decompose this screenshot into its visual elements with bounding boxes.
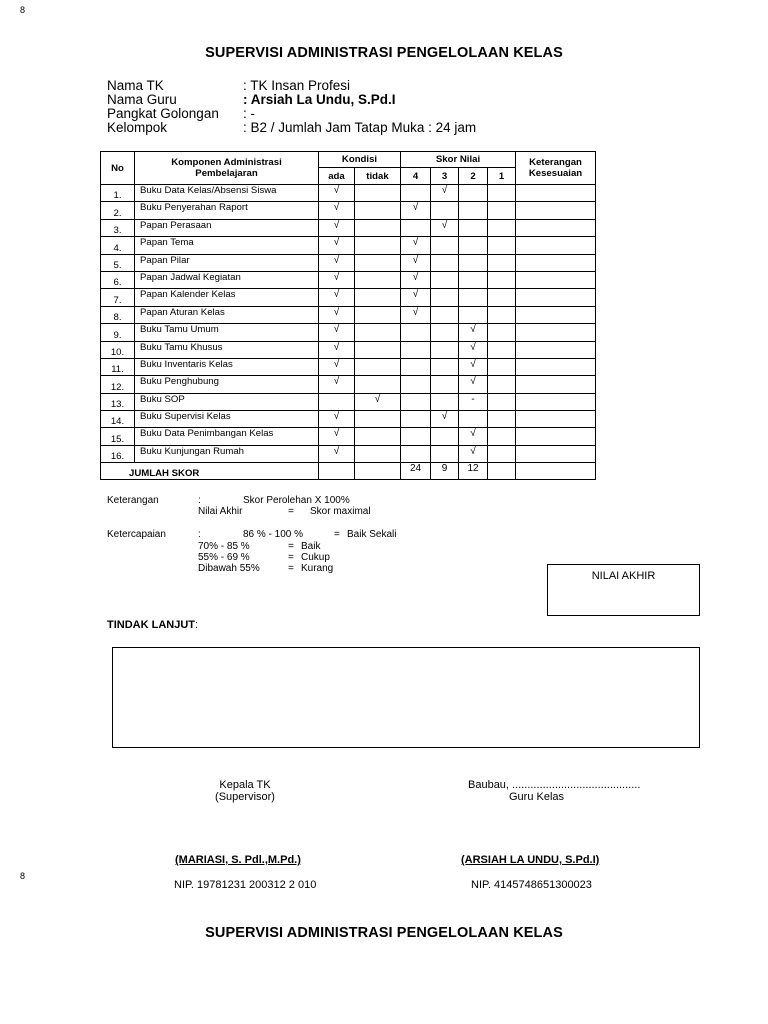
ketercapaian-label: Ketercapaian xyxy=(107,529,166,540)
header-kondisi: Kondisi xyxy=(319,152,401,168)
total-score-1 xyxy=(488,463,516,480)
supervisor-role-line2: (Supervisor) xyxy=(215,791,275,803)
header-keterangan: Keterangan Kesesuaian xyxy=(516,152,596,185)
formula-denominator: Skor maximal xyxy=(310,506,371,517)
kondisi-tidak xyxy=(355,219,401,236)
teacher-role: Guru Kelas xyxy=(509,791,565,803)
total-ada xyxy=(319,463,355,480)
component-name: Buku Kunjungan Rumah xyxy=(135,445,319,462)
row-number: 5. xyxy=(101,254,135,271)
kondisi-tidak: √ xyxy=(355,393,401,410)
score-3 xyxy=(431,324,459,341)
kondisi-tidak xyxy=(355,445,401,462)
table-row xyxy=(101,306,596,323)
component-name: Buku Data Kelas/Absensi Siswa xyxy=(135,185,319,202)
table-row xyxy=(101,376,596,393)
header-no: No xyxy=(101,152,135,185)
score-1 xyxy=(488,271,516,288)
supervisor-name: (MARIASI, S. Pdl.,M.Pd.) xyxy=(175,854,301,866)
score-3 xyxy=(431,289,459,306)
score-2: - xyxy=(459,393,488,410)
keterangan-colon: : xyxy=(198,495,201,506)
kondisi-tidak xyxy=(355,358,401,375)
score-3: √ xyxy=(431,219,459,236)
identity-value: : TK Insan Profesi xyxy=(243,78,351,93)
header-component: Komponen Administrasi Pembelajaran xyxy=(135,152,319,185)
component-name: Buku Tamu Umum xyxy=(135,324,319,341)
range-grade: Baik xyxy=(301,541,321,552)
kondisi-ada: √ xyxy=(319,254,355,271)
range-grade: Kurang xyxy=(301,563,334,574)
score-1 xyxy=(488,306,516,323)
score-1 xyxy=(488,341,516,358)
kondisi-ada: √ xyxy=(319,341,355,358)
kondisi-tidak xyxy=(355,411,401,428)
table-body xyxy=(101,185,596,463)
kondisi-ada: √ xyxy=(319,445,355,462)
page-mark-top: 8 xyxy=(20,5,26,15)
score-4 xyxy=(401,445,431,462)
header-tidak: tidak xyxy=(355,168,401,185)
score-4: √ xyxy=(401,202,431,219)
supervisor-nip: NIP. 19781231 200312 2 010 xyxy=(174,879,317,891)
range-grade: Cukup xyxy=(301,552,330,563)
score-4: √ xyxy=(401,289,431,306)
kondisi-ada: √ xyxy=(319,271,355,288)
score-1 xyxy=(488,428,516,445)
formula-left: Nilai Akhir xyxy=(198,506,243,517)
score-2 xyxy=(459,237,488,254)
range-value: Dibawah 55% xyxy=(198,563,260,574)
row-number: 14. xyxy=(101,411,135,428)
keterangan-cell xyxy=(516,306,596,323)
component-name: Buku Penyerahan Raport xyxy=(135,202,319,219)
keterangan-cell xyxy=(516,237,596,254)
next-page-title: SUPERVISI ADMINISTRASI PENGELOLAAN KELAS xyxy=(205,925,563,941)
total-tidak xyxy=(355,463,401,480)
identity-value: : Arsiah La Undu, S.Pd.I xyxy=(243,92,396,107)
score-3: √ xyxy=(431,411,459,428)
score-4 xyxy=(401,358,431,375)
kondisi-tidak xyxy=(355,428,401,445)
score-3 xyxy=(431,254,459,271)
nilai-akhir-label: NILAI AKHIR xyxy=(591,570,656,582)
table-row xyxy=(101,254,596,271)
total-score-3: 9 xyxy=(431,463,459,480)
range-value: 70% - 85 % xyxy=(198,541,250,552)
score-2 xyxy=(459,254,488,271)
score-2: √ xyxy=(459,376,488,393)
range-grade: Baik Sekali xyxy=(347,529,397,540)
administration-table xyxy=(100,151,596,480)
header-ada: ada xyxy=(319,168,355,185)
keterangan-cell xyxy=(516,324,596,341)
keterangan-cell xyxy=(516,219,596,236)
row-number: 4. xyxy=(101,237,135,254)
score-3 xyxy=(431,358,459,375)
header-score-2: 2 xyxy=(459,168,488,185)
keterangan-cell xyxy=(516,185,596,202)
kondisi-tidak xyxy=(355,237,401,254)
kondisi-ada: √ xyxy=(319,306,355,323)
component-name: Papan Kalender Kelas xyxy=(135,289,319,306)
keterangan-cell xyxy=(516,411,596,428)
score-2: √ xyxy=(459,445,488,462)
component-name: Buku Tamu Khusus xyxy=(135,341,319,358)
kondisi-ada: √ xyxy=(319,202,355,219)
score-1 xyxy=(488,393,516,410)
supervisor-role-line1: Kepala TK xyxy=(219,779,271,791)
component-name: Buku Inventaris Kelas xyxy=(135,358,319,375)
score-3 xyxy=(431,445,459,462)
identity-label: Nama Guru xyxy=(107,92,177,107)
teacher-date-place: Baubau, .......................................... xyxy=(468,779,641,791)
score-3 xyxy=(431,271,459,288)
keterangan-cell xyxy=(516,341,596,358)
keterangan-cell xyxy=(516,202,596,219)
table-row xyxy=(101,393,596,410)
row-number: 16. xyxy=(101,445,135,462)
kondisi-tidak xyxy=(355,324,401,341)
row-number: 10. xyxy=(101,341,135,358)
identity-value: : - xyxy=(243,106,255,121)
keterangan-cell xyxy=(516,445,596,462)
score-1 xyxy=(488,411,516,428)
row-number: 8. xyxy=(101,306,135,323)
range-value: 86 % - 100 % xyxy=(243,529,304,540)
table-row xyxy=(101,445,596,462)
kondisi-tidak xyxy=(355,376,401,393)
row-number: 3. xyxy=(101,219,135,236)
kondisi-ada: √ xyxy=(319,219,355,236)
score-2: √ xyxy=(459,341,488,358)
range-equals: = xyxy=(334,529,340,540)
table-row xyxy=(101,428,596,445)
score-4 xyxy=(401,393,431,410)
keterangan-cell xyxy=(516,376,596,393)
kondisi-tidak xyxy=(355,306,401,323)
header-score-3: 3 xyxy=(431,168,459,185)
score-2 xyxy=(459,411,488,428)
row-number: 1. xyxy=(101,185,135,202)
range-equals: = xyxy=(288,563,294,574)
total-row xyxy=(101,463,596,480)
table-row xyxy=(101,237,596,254)
supervisor-role xyxy=(190,779,300,803)
component-name: Papan Perasaan xyxy=(135,219,319,236)
tindak-lanjut-heading xyxy=(107,619,198,631)
total-score-2: 12 xyxy=(459,463,488,480)
score-1 xyxy=(488,185,516,202)
keterangan-cell xyxy=(516,254,596,271)
keterangan-label: Keterangan xyxy=(107,495,159,506)
component-name: Buku Penghubung xyxy=(135,376,319,393)
score-4 xyxy=(401,324,431,341)
row-number: 9. xyxy=(101,324,135,341)
row-number: 7. xyxy=(101,289,135,306)
row-number: 13. xyxy=(101,393,135,410)
score-4: √ xyxy=(401,237,431,254)
score-3 xyxy=(431,306,459,323)
identity-value: : B2 / Jumlah Jam Tatap Muka : 24 jam xyxy=(243,120,477,135)
tindak-lanjut-box[interactable] xyxy=(112,647,700,748)
score-3 xyxy=(431,202,459,219)
score-2: √ xyxy=(459,358,488,375)
range-value: 55% - 69 % xyxy=(198,552,250,563)
score-1 xyxy=(488,324,516,341)
component-name: Papan Pilar xyxy=(135,254,319,271)
kondisi-tidak xyxy=(355,271,401,288)
teacher-name: (ARSIAH LA UNDU, S.Pd.I) xyxy=(461,854,600,866)
score-3 xyxy=(431,237,459,254)
score-1 xyxy=(488,289,516,306)
score-1 xyxy=(488,358,516,375)
score-1 xyxy=(488,445,516,462)
ketercapaian-colon: : xyxy=(198,529,201,540)
score-4: √ xyxy=(401,254,431,271)
component-name: Papan Aturan Kelas xyxy=(135,306,319,323)
score-1 xyxy=(488,254,516,271)
score-2 xyxy=(459,219,488,236)
row-number: 15. xyxy=(101,428,135,445)
score-1 xyxy=(488,219,516,236)
kondisi-tidak xyxy=(355,341,401,358)
header-skor-nilai: Skor Nilai xyxy=(401,152,516,168)
kondisi-ada: √ xyxy=(319,237,355,254)
score-2 xyxy=(459,185,488,202)
identity-label: Kelompok xyxy=(107,120,168,135)
page-title: SUPERVISI ADMINISTRASI PENGELOLAAN KELAS xyxy=(205,45,563,61)
component-name: Papan Tema xyxy=(135,237,319,254)
kondisi-ada xyxy=(319,393,355,410)
score-3 xyxy=(431,341,459,358)
row-number: 6. xyxy=(101,271,135,288)
kondisi-ada: √ xyxy=(319,358,355,375)
keterangan-cell xyxy=(516,358,596,375)
score-4 xyxy=(401,428,431,445)
score-1 xyxy=(488,237,516,254)
row-number: 12. xyxy=(101,376,135,393)
component-name: Buku SOP xyxy=(135,393,319,410)
formula-numerator: Skor Perolehan X 100% xyxy=(243,495,350,506)
table-row xyxy=(101,271,596,288)
score-2: √ xyxy=(459,324,488,341)
score-4 xyxy=(401,185,431,202)
table-row xyxy=(101,185,596,202)
identity-label: Pangkat Golongan xyxy=(107,106,219,121)
keterangan-cell xyxy=(516,393,596,410)
total-score-4: 24 xyxy=(401,463,431,480)
keterangan-cell xyxy=(516,289,596,306)
table-row xyxy=(101,341,596,358)
score-3: √ xyxy=(431,185,459,202)
score-2 xyxy=(459,202,488,219)
formula-equals: = xyxy=(288,506,294,517)
component-name: Buku Data Penimbangan Kelas xyxy=(135,428,319,445)
teacher-nip: NIP. 4145748651300023 xyxy=(471,879,592,891)
score-4: √ xyxy=(401,271,431,288)
kondisi-tidak xyxy=(355,289,401,306)
score-4 xyxy=(401,219,431,236)
identity-label: Nama TK xyxy=(107,78,164,93)
tindak-lanjut-colon: : xyxy=(195,619,199,631)
total-keterangan xyxy=(516,463,596,480)
kondisi-ada: √ xyxy=(319,324,355,341)
score-2 xyxy=(459,289,488,306)
score-1 xyxy=(488,376,516,393)
table-row xyxy=(101,411,596,428)
component-name: Buku Supervisi Kelas xyxy=(135,411,319,428)
row-number: 11. xyxy=(101,358,135,375)
score-2: √ xyxy=(459,428,488,445)
total-label: JUMLAH SKOR xyxy=(101,463,319,480)
score-2 xyxy=(459,306,488,323)
score-4 xyxy=(401,376,431,393)
kondisi-tidak xyxy=(355,254,401,271)
kondisi-tidak xyxy=(355,185,401,202)
table-row xyxy=(101,289,596,306)
row-number: 2. xyxy=(101,202,135,219)
range-equals: = xyxy=(288,541,294,552)
table-row xyxy=(101,324,596,341)
header-score-4: 4 xyxy=(401,168,431,185)
table-row xyxy=(101,219,596,236)
keterangan-cell xyxy=(516,428,596,445)
kondisi-tidak xyxy=(355,202,401,219)
score-1 xyxy=(488,202,516,219)
score-4 xyxy=(401,341,431,358)
header-score-1: 1 xyxy=(488,168,516,185)
kondisi-ada: √ xyxy=(319,185,355,202)
score-3 xyxy=(431,376,459,393)
kondisi-ada: √ xyxy=(319,376,355,393)
kondisi-ada: √ xyxy=(319,411,355,428)
component-name: Papan Jadwal Kegiatan xyxy=(135,271,319,288)
score-4: √ xyxy=(401,306,431,323)
kondisi-ada: √ xyxy=(319,428,355,445)
table-row xyxy=(101,202,596,219)
range-equals: = xyxy=(288,552,294,563)
score-2 xyxy=(459,271,488,288)
table-row xyxy=(101,358,596,375)
keterangan-cell xyxy=(516,271,596,288)
nilai-akhir-box xyxy=(547,564,700,616)
score-3 xyxy=(431,428,459,445)
page-mark-bottom: 8 xyxy=(20,871,26,881)
tindak-lanjut-label: TINDAK LANJUT xyxy=(107,619,195,631)
score-4 xyxy=(401,411,431,428)
kondisi-ada: √ xyxy=(319,289,355,306)
score-3 xyxy=(431,393,459,410)
